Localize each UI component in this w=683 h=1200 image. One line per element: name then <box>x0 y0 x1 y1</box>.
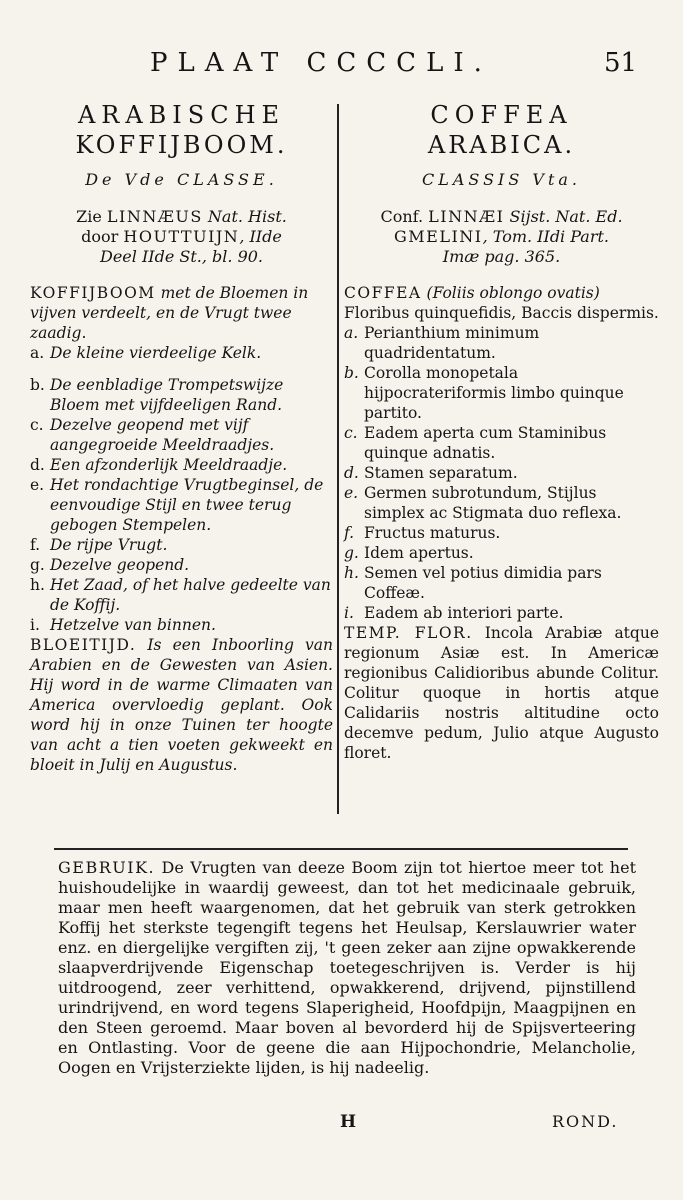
ref-work: Deel IIde St., bl. 90. <box>99 247 264 266</box>
species-name: COFFEA <box>344 284 422 302</box>
legend-item: e. Germen subrotundum, Stijlus simplex ac Stigmata duo reflexa. <box>344 484 622 522</box>
ref-author: GMELINI <box>393 227 483 246</box>
legend-item: f. De rijpe Vrugt. <box>30 536 168 554</box>
page-number: 51 <box>604 48 638 78</box>
dutch-reference <box>30 207 333 267</box>
flowering-note <box>344 623 659 763</box>
legend-item: d. Stamen separatum. <box>344 464 518 482</box>
legend-item: b. Corolla monopetala hijpocrateriformis limbo quinque partito. <box>344 364 624 422</box>
ref-prefix: Conf. <box>380 207 429 226</box>
legend-item: g. Dezelve geopend. <box>30 556 190 574</box>
legend-intro <box>30 283 333 343</box>
dutch-title-line1: ARABISCHE <box>77 101 286 129</box>
flowering-label: TEMP. FLOR. <box>344 624 473 642</box>
latin-reference <box>344 207 659 267</box>
legend-item: c. Eadem aperta cum Staminibus quinque adnatis. <box>344 424 607 462</box>
legend-item: h. Het Zaad, of het halve gedeelte van de Koffij. <box>30 576 331 614</box>
ref-work: Imæ pag. 365. <box>442 247 561 266</box>
legend-intro <box>344 283 659 323</box>
dutch-class-line: De Vde CLASSE. <box>85 170 278 189</box>
legend-item: i. Hetzelve van binnen. <box>30 616 216 634</box>
catchword: ROND. <box>552 1112 619 1131</box>
species-description: Floribus quinquefidis, Baccis dispermis. <box>344 304 659 322</box>
ref-work: Nat. Hist. <box>202 207 287 226</box>
ref-work: Sijst. Nat. Ed. <box>504 207 623 226</box>
figure-legend-list <box>344 283 659 623</box>
latin-title-line1: COFFEA <box>430 101 573 129</box>
ref-prefix: door <box>81 227 124 246</box>
ref-author: HOUTTUIJN <box>123 227 240 246</box>
flowering-label: BLOEITIJD. <box>30 636 137 654</box>
legend-item: i. Eadem ab interiori parte. <box>344 604 564 622</box>
flowering-text: Is een Inboorling van Arabien en de Gewesten van Asien. Hij word in de warme Climaaten van America overvloedig geplant. Ook word hij in onze Tuinen ter hoogte van acht a tien voeten gekweekt en bloeit in Julij en Augustus. <box>30 636 333 774</box>
usage-paragraph <box>58 858 636 1078</box>
usage-text: De Vrugten van deeze Boom zijn tot hiertoe meer tot het huishoudelijke in waardij geweest, dan tot het medicinaale gebruik, maar men heeft waargenomen, dat het gebruik van sterk getrokken Koffij het sterkste tegengift tegens het Heulsap, Kerslauwrier water enz. en diergelijke vergiften zij, 't geen zeker aan zijne opwakkerende slaapverdrijvende Eigenschap toetegeschrijven is. Verder is hij uitdroogend, zeer verhittend, opwakkerend, drijvend, pijnstillend urindrijvend, en word tegens Slaperigheid, Hoofdpijn, Maagpijnen en den Steen geroemd. Maar boven al bevorderd hij de Spijsverteering en Ontlasting. Voor de geene die aan Hijpochondrie, Melancholie, Oogen en Vrijsterziekte lijden, is hij nadeelig. <box>58 858 636 1077</box>
latin-class-line: CLASSIS Vta. <box>421 170 582 189</box>
legend-item: a. Perianthium minimum quadridentatum. <box>344 324 540 362</box>
column-divider <box>337 104 339 814</box>
legend-item: f. Fructus maturus. <box>344 524 501 542</box>
latin-title-line2: ARABICA. <box>427 131 576 159</box>
legend-item: h. Semen vel potius dimidia pars Coffeæ. <box>344 564 602 602</box>
section-rule <box>54 848 628 850</box>
legend-item: d. Een afzonderlijk Meeldraadje. <box>30 456 288 474</box>
ref-author: LINNÆI <box>428 207 505 226</box>
legend-item: g. Idem apertus. <box>344 544 474 562</box>
flowering-text: Incola Arabiæ atque regionum Asiæ est. In Americæ regionibus Calidioribus abunde Colitur. Colitur quoque in hortis atque Calidariis nostris altitudine octo decemve pedum, Julio atque Augusto floret. <box>344 624 659 762</box>
figure-legend-list <box>30 283 333 635</box>
species-diagnosis: (Foliis oblongo ovatis) <box>421 284 600 302</box>
species-name: KOFFIJBOOM <box>30 284 156 302</box>
legend-item: a. De kleine vierdeelige Kelk. <box>30 344 262 362</box>
ref-author: LINNÆUS <box>106 207 203 226</box>
latin-column <box>344 100 659 763</box>
ref-prefix: Zie <box>76 207 107 226</box>
signature-mark: H <box>340 1112 357 1132</box>
ref-work: , Tom. IIdi Part. <box>482 227 610 246</box>
dutch-title-line2: KOFFIJBOOM. <box>75 131 288 159</box>
usage-label: GEBRUIK. <box>58 858 156 877</box>
legend-item: e. Het rondachtige Vrugtbeginsel, de eenvoudige Stijl en twee terug gebogen Stempelen. <box>30 476 324 534</box>
species-description: met de Bloemen in vijven verdeelt, en de Vrugt twee zaadig. <box>30 284 309 342</box>
legend-item: c. Dezelve geopend met vijf aangegroeide Meeldraadjes. <box>30 416 275 454</box>
ref-work: , IIde <box>239 227 282 246</box>
legend-item: b. De eenbladige Trompetswijze Bloem met vijfdeeligen Rand. <box>30 376 284 414</box>
flowering-note <box>30 635 333 775</box>
dutch-column <box>30 100 333 775</box>
plate-title: PLAAT CCCCLI. <box>150 48 492 78</box>
